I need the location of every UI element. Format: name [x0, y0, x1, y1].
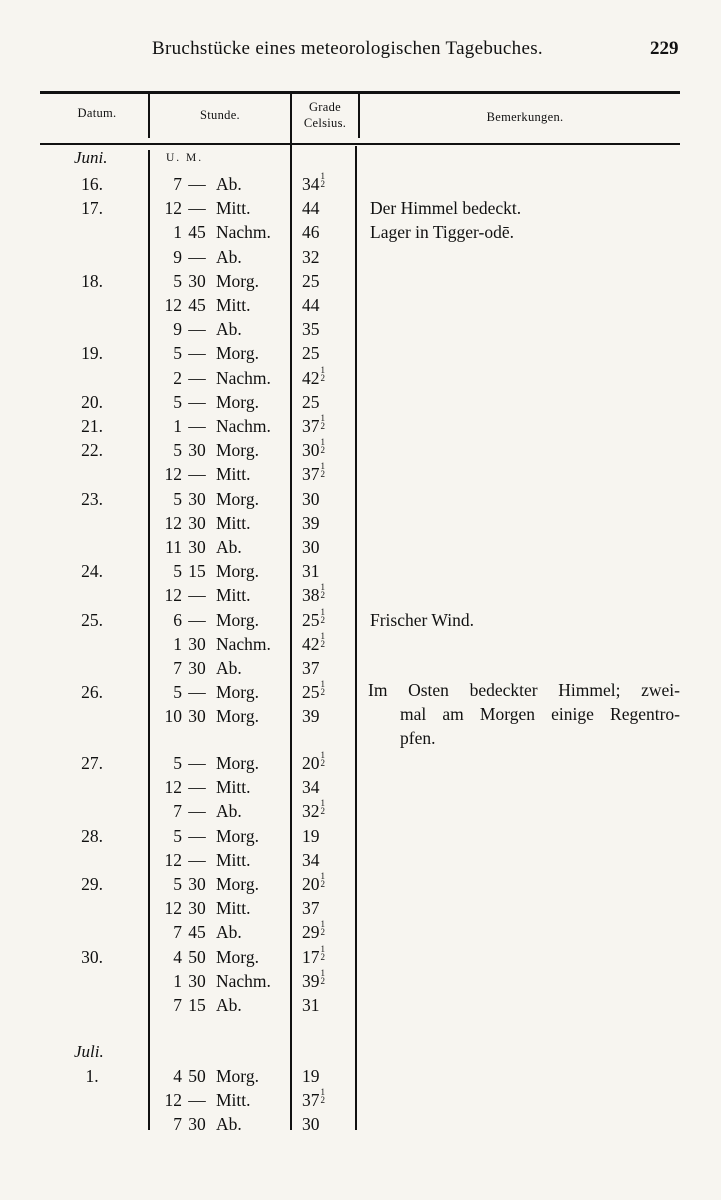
cell-period: Morg.	[216, 706, 259, 727]
cell-minute: 30	[188, 1114, 206, 1135]
temperature-value: 25	[302, 391, 320, 412]
cell-minute: —	[188, 343, 206, 364]
cell-temperature	[302, 1112, 320, 1136]
temperature-value: 32	[302, 246, 320, 267]
cell-minute: —	[188, 464, 206, 485]
cell-remark: Lager in Tigger-odē.	[370, 222, 514, 243]
cell-hour: 12	[164, 777, 182, 798]
table-row	[0, 1088, 721, 1112]
cell-period: Mitt.	[216, 464, 251, 485]
cell-minute: 45	[188, 922, 206, 943]
table-row	[0, 848, 721, 872]
temperature-value: 34	[302, 777, 320, 798]
cell-temperature	[302, 848, 320, 872]
cell-period: Nachm.	[216, 970, 271, 991]
cell-hour: 7	[173, 1114, 182, 1135]
table-row	[0, 366, 721, 390]
cell-hour: 5	[173, 753, 182, 773]
cell-period: Ab.	[216, 801, 242, 822]
remark-26-line2: mal am Morgen einige Regentro-	[400, 704, 680, 724]
cell-hour: 5	[173, 270, 182, 291]
cell-period: Nachm.	[216, 416, 271, 436]
temperature-value: 34	[302, 849, 320, 870]
cell-temperature	[302, 799, 325, 823]
cell-hour: 7	[173, 922, 182, 943]
table-row	[0, 632, 721, 656]
temperature-value: 39	[302, 970, 320, 991]
temperature-value: 29	[302, 922, 320, 943]
cell-temperature	[302, 172, 325, 196]
cell-hour: 9	[173, 319, 182, 340]
cell-period: Morg.	[216, 270, 259, 291]
temperature-value: 25	[302, 682, 320, 703]
cell-period: Ab.	[216, 1114, 242, 1135]
cell-temperature	[302, 438, 325, 462]
table-row	[0, 462, 721, 486]
cell-temperature	[302, 680, 325, 704]
cell-minute: 30	[188, 898, 206, 919]
cell-temperature	[302, 317, 320, 341]
cell-hour: 12	[164, 898, 182, 919]
cell-period: Nachm.	[216, 367, 271, 388]
temperature-fraction: 1 2	[320, 1087, 325, 1106]
cell-period: Morg.	[216, 753, 259, 773]
cell-minute: 30	[188, 270, 206, 291]
running-head	[0, 38, 721, 68]
temperature-value: 30	[302, 1114, 320, 1135]
cell-temperature	[302, 1088, 325, 1112]
temperature-fraction: 1 2	[320, 171, 325, 189]
cell-hour: 5	[173, 343, 182, 364]
cell-temperature	[302, 704, 320, 728]
cell-date: 20.	[81, 391, 103, 412]
cell-hour: 5	[173, 391, 182, 412]
cell-temperature	[302, 969, 325, 993]
cell-period: Ab.	[216, 537, 242, 557]
page-number: 229	[650, 38, 679, 59]
cell-minute: —	[188, 801, 206, 822]
cell-hour: 5	[173, 440, 182, 461]
table-row	[0, 414, 721, 438]
table-row	[0, 583, 721, 607]
cell-hour: 7	[173, 658, 182, 678]
cell-minute: 50	[188, 946, 206, 967]
cell-period: Morg.	[216, 440, 259, 461]
cell-hour: 5	[173, 682, 182, 703]
temperature-value: 37	[302, 416, 320, 436]
cell-temperature	[302, 559, 320, 583]
cell-period: Morg.	[216, 488, 259, 509]
cell-temperature	[302, 775, 320, 799]
temperature-fraction: 1 2	[320, 798, 325, 817]
cell-period: Mitt.	[216, 512, 251, 533]
cell-date: 28.	[81, 825, 103, 846]
cell-minute: —	[188, 753, 206, 773]
header-grade: Grade	[308, 100, 342, 114]
cell-hour: 5	[173, 874, 182, 894]
temperature-value: 31	[302, 995, 320, 1015]
cell-minute: 30	[188, 488, 206, 509]
cell-minute: 50	[188, 1066, 206, 1086]
table-row	[0, 993, 721, 1017]
remark-26-line1: Im Osten bedeckter Himmel; zwei-	[368, 680, 680, 700]
cell-period: Mitt.	[216, 198, 251, 219]
temperature-fraction: 1 2	[320, 679, 325, 698]
temperature-value: 25	[302, 270, 320, 291]
table-row	[0, 896, 721, 920]
cell-hour: 1	[173, 633, 182, 654]
cell-date: 23.	[81, 488, 103, 509]
cell-hour: 4	[173, 1066, 182, 1086]
temperature-fraction: 1 2	[320, 582, 325, 601]
temperature-value: 44	[302, 198, 320, 219]
cell-hour: 7	[173, 801, 182, 822]
cell-temperature	[302, 656, 320, 680]
cell-period: Morg.	[216, 343, 259, 364]
temperature-value: 39	[302, 512, 320, 533]
temperature-value: 30	[302, 440, 320, 461]
cell-hour: 1	[173, 222, 182, 243]
cell-hour: 12	[164, 849, 182, 870]
table-row	[0, 920, 721, 944]
cell-hour: 12	[164, 295, 182, 315]
cell-temperature	[302, 535, 320, 559]
cell-period: Mitt.	[216, 898, 251, 919]
top-rule	[40, 91, 680, 94]
cell-period: Morg.	[216, 391, 259, 412]
cell-temperature	[302, 366, 325, 390]
table-row	[0, 220, 721, 244]
temperature-fraction: 1 2	[320, 461, 325, 480]
cell-minute: 30	[188, 658, 206, 678]
cell-period: Morg.	[216, 874, 259, 894]
cell-remark: Frischer Wind.	[370, 609, 474, 630]
cell-date: 26.	[81, 682, 103, 703]
cell-date: 17.	[81, 198, 103, 219]
cell-temperature	[302, 245, 320, 269]
temperature-value: 31	[302, 561, 320, 582]
cell-hour: 7	[173, 995, 182, 1015]
cell-date: 19.	[81, 343, 103, 364]
cell-temperature	[302, 1064, 320, 1088]
cell-period: Nachm.	[216, 222, 271, 243]
cell-period: Morg.	[216, 946, 259, 967]
temperature-fraction: 1 2	[320, 750, 325, 768]
cell-period: Morg.	[216, 682, 259, 703]
table-row	[0, 799, 721, 823]
cell-minute: 15	[188, 995, 206, 1015]
table-row	[0, 245, 721, 269]
cell-period: Ab.	[216, 658, 242, 678]
temperature-value: 37	[302, 658, 320, 678]
cell-minute: —	[188, 1090, 206, 1111]
temperature-fraction: 1 2	[320, 606, 325, 625]
cell-minute: —	[188, 609, 206, 630]
cell-minute: —	[188, 319, 206, 340]
cell-minute: 30	[188, 633, 206, 654]
temperature-value: 25	[302, 343, 320, 364]
table-row	[0, 945, 721, 969]
cell-date: 29.	[81, 874, 103, 894]
temperature-value: 20	[302, 874, 320, 894]
cell-hour: 11	[165, 537, 182, 557]
cell-minute: 30	[188, 512, 206, 533]
cell-period: Morg.	[216, 561, 259, 582]
table-row	[0, 341, 721, 365]
cell-minute: —	[188, 825, 206, 846]
cell-date: 21.	[81, 416, 103, 436]
cell-period: Ab.	[216, 319, 242, 340]
cell-temperature	[302, 896, 320, 920]
table-row	[0, 824, 721, 848]
cell-period: Mitt.	[216, 849, 251, 870]
cell-temperature	[302, 632, 325, 656]
cell-hour: 2	[173, 367, 182, 388]
cell-temperature	[302, 414, 325, 438]
cell-minute: —	[188, 198, 206, 219]
cell-minute: 30	[188, 537, 206, 557]
header-datum: Datum.	[77, 106, 117, 120]
month-label-july: Juli.	[74, 1042, 104, 1061]
temperature-value: 42	[302, 367, 320, 388]
temperature-value: 38	[302, 585, 320, 606]
table-row	[0, 872, 721, 896]
table-row	[0, 608, 721, 632]
cell-period: Ab.	[216, 246, 242, 267]
temperature-value: 44	[302, 295, 320, 315]
cell-temperature	[302, 872, 325, 896]
cell-hour: 1	[173, 970, 182, 991]
cell-hour: 9	[173, 246, 182, 267]
cell-period: Morg.	[216, 609, 259, 630]
temperature-value: 37	[302, 898, 320, 919]
cell-temperature	[302, 196, 320, 220]
cell-hour: 12	[164, 1090, 182, 1111]
cell-hour: 12	[164, 585, 182, 606]
temperature-value: 35	[302, 319, 320, 340]
table-row	[0, 487, 721, 511]
cell-minute: 30	[188, 706, 206, 727]
cell-hour: 7	[173, 174, 182, 194]
cell-minute: 30	[188, 874, 206, 894]
table-row	[0, 317, 721, 341]
cell-period: Mitt.	[216, 777, 251, 798]
temperature-value: 39	[302, 706, 320, 727]
cell-minute: 45	[188, 295, 206, 315]
cell-temperature	[302, 945, 325, 969]
table-row	[0, 438, 721, 462]
cell-minute: —	[188, 682, 206, 703]
cell-minute: 45	[188, 222, 206, 243]
temperature-value: 30	[302, 537, 320, 557]
cell-period: Mitt.	[216, 295, 251, 315]
cell-minute: —	[188, 777, 206, 798]
table-row	[0, 293, 721, 317]
table-row	[0, 511, 721, 535]
cell-period: Ab.	[216, 922, 242, 943]
temperature-value: 19	[302, 825, 320, 846]
temperature-fraction: 1 2	[320, 413, 325, 431]
cell-hour: 12	[164, 198, 182, 219]
temperature-value: 25	[302, 609, 320, 630]
cell-minute: 30	[188, 970, 206, 991]
cell-minute: —	[188, 367, 206, 388]
temperature-value: 37	[302, 464, 320, 485]
temperature-value: 37	[302, 1090, 320, 1111]
cell-temperature	[302, 341, 320, 365]
cell-temperature	[302, 220, 320, 244]
cell-temperature	[302, 269, 320, 293]
cell-period: Morg.	[216, 1066, 259, 1086]
temperature-value: 17	[302, 946, 320, 967]
cell-date: 27.	[81, 753, 103, 773]
cell-temperature	[302, 293, 320, 317]
temperature-fraction: 1 2	[320, 919, 325, 938]
cell-period: Nachm.	[216, 633, 271, 654]
temperature-value: 32	[302, 801, 320, 822]
header-celsius: Celsius.	[303, 116, 347, 130]
cell-minute: —	[188, 416, 206, 436]
cell-minute: —	[188, 585, 206, 606]
header-bemerkungen: Bemerkungen.	[486, 110, 564, 124]
cell-hour: 5	[173, 825, 182, 846]
cell-temperature	[302, 487, 320, 511]
cell-period: Mitt.	[216, 1090, 251, 1111]
cell-hour: 12	[164, 512, 182, 533]
temperature-fraction: 1 2	[320, 871, 325, 889]
remark-26-line3: pfen.	[400, 728, 436, 748]
temperature-value: 46	[302, 222, 320, 243]
cell-period: Ab.	[216, 174, 242, 194]
temperature-fraction: 1 2	[320, 437, 325, 456]
cell-period: Morg.	[216, 825, 259, 846]
cell-date: 25.	[81, 609, 103, 630]
cell-hour: 5	[173, 561, 182, 582]
cell-hour: 4	[173, 946, 182, 967]
header-stunde: Stunde.	[200, 108, 240, 122]
cell-date: 18.	[81, 270, 103, 291]
column-divider-grade	[358, 94, 360, 138]
cell-minute: —	[188, 246, 206, 267]
cell-hour: 1	[173, 416, 182, 436]
cell-date: 1.	[85, 1066, 99, 1086]
cell-hour: 6	[173, 609, 182, 630]
cell-period: Mitt.	[216, 585, 251, 606]
cell-hour: 12	[164, 464, 182, 485]
cell-minute: 30	[188, 440, 206, 461]
cell-minute: —	[188, 391, 206, 412]
table-row	[0, 269, 721, 293]
page-header-title: Bruchstücke eines meteorologischen Tagebuches.	[152, 38, 543, 59]
table-row	[0, 775, 721, 799]
temperature-fraction: 1 2	[320, 630, 325, 649]
cell-remark: Der Himmel bedeckt.	[370, 198, 522, 219]
temperature-value: 19	[302, 1066, 320, 1086]
cell-hour: 5	[173, 488, 182, 509]
cell-temperature	[302, 511, 320, 535]
table-row	[0, 535, 721, 559]
subheader-um: U. M.	[166, 152, 204, 164]
temperature-fraction: 1 2	[320, 967, 325, 986]
cell-temperature	[302, 608, 325, 632]
cell-minute: —	[188, 849, 206, 870]
cell-temperature	[302, 824, 320, 848]
table-row	[0, 172, 721, 196]
cell-period: Ab.	[216, 995, 242, 1015]
temperature-fraction: 1 2	[320, 943, 325, 962]
table-row	[0, 656, 721, 680]
cell-temperature	[302, 751, 325, 775]
cell-date: 30.	[81, 946, 103, 967]
temperature-value: 20	[302, 753, 320, 773]
table-row	[0, 559, 721, 583]
cell-temperature	[302, 390, 320, 414]
table-row	[0, 196, 721, 220]
header-rule	[40, 143, 680, 145]
temperature-value: 30	[302, 488, 320, 509]
table-row	[0, 751, 721, 775]
table-row	[0, 1064, 721, 1088]
cell-minute: —	[188, 174, 206, 194]
cell-temperature	[302, 920, 325, 944]
remark-26	[368, 678, 680, 750]
cell-hour: 10	[164, 706, 182, 727]
cell-date: 24.	[81, 561, 103, 582]
cell-minute: 15	[188, 561, 206, 582]
month-label-june: Juni.	[74, 148, 108, 167]
cell-temperature	[302, 993, 320, 1017]
column-divider-date	[148, 94, 150, 138]
temperature-value: 34	[302, 174, 320, 194]
cell-date: 22.	[81, 440, 103, 461]
table-row	[0, 1112, 721, 1136]
cell-temperature	[302, 462, 325, 486]
table-row	[0, 390, 721, 414]
table-row	[0, 969, 721, 993]
cell-date: 16.	[81, 174, 103, 194]
cell-temperature	[302, 583, 325, 607]
temperature-fraction: 1 2	[320, 364, 325, 383]
temperature-value: 42	[302, 633, 320, 654]
